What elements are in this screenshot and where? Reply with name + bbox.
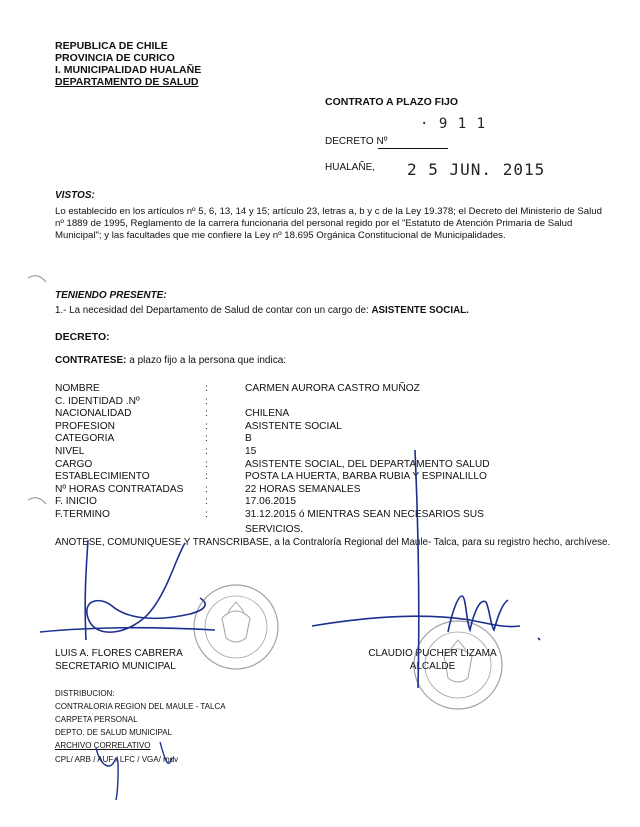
field-label: ESTABLECIMIENTO (55, 471, 150, 483)
field-separator: : (205, 445, 208, 457)
decreto-number-stamp: · 9 1 1 (420, 116, 487, 132)
date-stamp: 2 5 JUN. 2015 (407, 160, 546, 179)
place-label: HUALAÑE, (325, 162, 376, 173)
teniendo-text-prefix: 1.- La necesidad del Departamento de Salud de contar con un cargo de: (55, 305, 372, 316)
initials-line: CPL/ ARB / AUF / LFC / VGA/ mdv (55, 755, 179, 764)
field-separator: : (205, 395, 208, 407)
field-separator: : (205, 496, 208, 508)
field-label: CATEGORIA (55, 433, 115, 445)
handwritten-initial-mark (96, 742, 172, 800)
vistos-heading: VISTOS: (55, 190, 95, 201)
municipal-seal-left (194, 585, 278, 669)
field-separator: : (205, 483, 208, 495)
field-label: PROFESION (55, 420, 116, 432)
distribution-item: DEPTO. DE SALUD MUNICIPAL (55, 728, 173, 737)
vistos-text: Lo establecido en los artículos nº 5, 6, 13, 14 y 15; artículo 23, letras a, b y c de la Ley 19.378; el Decreto del Ministerio de Salud nº 1889 de 1995, Reglamento de la carrera funcionaria del personal regido por el "Estatuto de Atención Primaria de Salud Municipal"; y las facultades que me confiere la Ley nº 18.695 Orgánica Constitucional de Municipalidades. (55, 206, 602, 241)
field-value: B (245, 433, 252, 445)
field-label: CARGO (55, 458, 93, 470)
field-separator: : (205, 433, 208, 445)
letterhead-department: DEPARTAMENTO DE SALUD (55, 76, 199, 88)
field-separator: : (205, 420, 208, 432)
anotese-text: ANOTESE, COMUNIQUESE Y TRANSCRIBASE, a la Contraloría Regional del Maule- Talca, para su registro hecho, archívese. (55, 537, 611, 548)
letterhead-province: PROVINCIA DE CURICO (55, 52, 175, 64)
field-value: ASISTENTE SOCIAL (245, 420, 342, 432)
margin-punch-mark (28, 498, 46, 504)
letterhead-municipality: I. MUNICIPALIDAD HUALAÑE (55, 64, 202, 76)
signature-right-name: CLAUDIO PUCHER LIZAMA (368, 648, 497, 659)
field-separator: : (205, 383, 208, 394)
field-value: 31.12.2015 ó MIENTRAS SEAN NECESARIOS SUS (245, 508, 484, 520)
field-value: CHILENA (245, 408, 290, 420)
field-separator: : (205, 471, 208, 483)
distribution-item: CARPETA PERSONAL (55, 715, 138, 724)
document-title: CONTRATO A PLAZO FIJO (325, 96, 458, 108)
margin-punch-mark (28, 276, 46, 282)
handwritten-signature-left (40, 540, 215, 640)
field-value: 15 (245, 445, 257, 457)
field-value: POSTA LA HUERTA, BARBA RUBIA Y ESPINALILLO (245, 471, 487, 483)
field-separator: : (205, 458, 208, 470)
letterhead-country: REPUBLICA DE CHILE (55, 40, 168, 52)
handwritten-signature-right (312, 450, 540, 688)
distribution-heading: DISTRIBUCION: (55, 689, 115, 698)
field-separator: : (205, 408, 208, 420)
signature-left-title: SECRETARIO MUNICIPAL (55, 661, 176, 672)
field-label: F.TERMINO (55, 508, 110, 520)
distribution-item: ARCHIVO CORRELATIVO (55, 741, 151, 750)
field-label: NACIONALIDAD (55, 408, 132, 420)
distribution-item: CONTRALORIA REGION DEL MAULE - TALCA (55, 702, 226, 711)
teniendo-heading: TENIENDO PRESENTE: (55, 290, 167, 301)
contratese-text: a plazo fijo a la persona que indica: (126, 355, 287, 366)
signature-left-name: LUIS A. FLORES CABRERA (55, 648, 183, 659)
contratese-label: CONTRATESE: (55, 355, 127, 366)
field-value: ASISTENTE SOCIAL, DEL DEPARTAMENTO SALUD (245, 458, 490, 470)
field-separator: : (205, 508, 208, 520)
field-label: F. INICIO (55, 496, 97, 508)
field-label: NIVEL (55, 445, 85, 457)
field-value: CARMEN AURORA CASTRO MUÑOZ (245, 383, 420, 394)
field-label: NOMBRE (55, 383, 100, 394)
decreto-label: DECRETO Nº (325, 136, 388, 147)
field-value: 17.06.2015 (245, 496, 296, 508)
teniendo-cargo: ASISTENTE SOCIAL. (371, 305, 469, 316)
municipal-seal-right (414, 621, 502, 709)
decreto-heading: DECRETO: (55, 331, 110, 343)
servicios-continuation: SERVICIOS. (245, 524, 304, 535)
field-label: Nº HORAS CONTRATADAS (55, 483, 184, 495)
signature-right-title: ALCALDE (409, 661, 456, 672)
field-label: C. IDENTIDAD .Nº (55, 395, 140, 407)
field-value: 22 HORAS SEMANALES (245, 483, 361, 495)
